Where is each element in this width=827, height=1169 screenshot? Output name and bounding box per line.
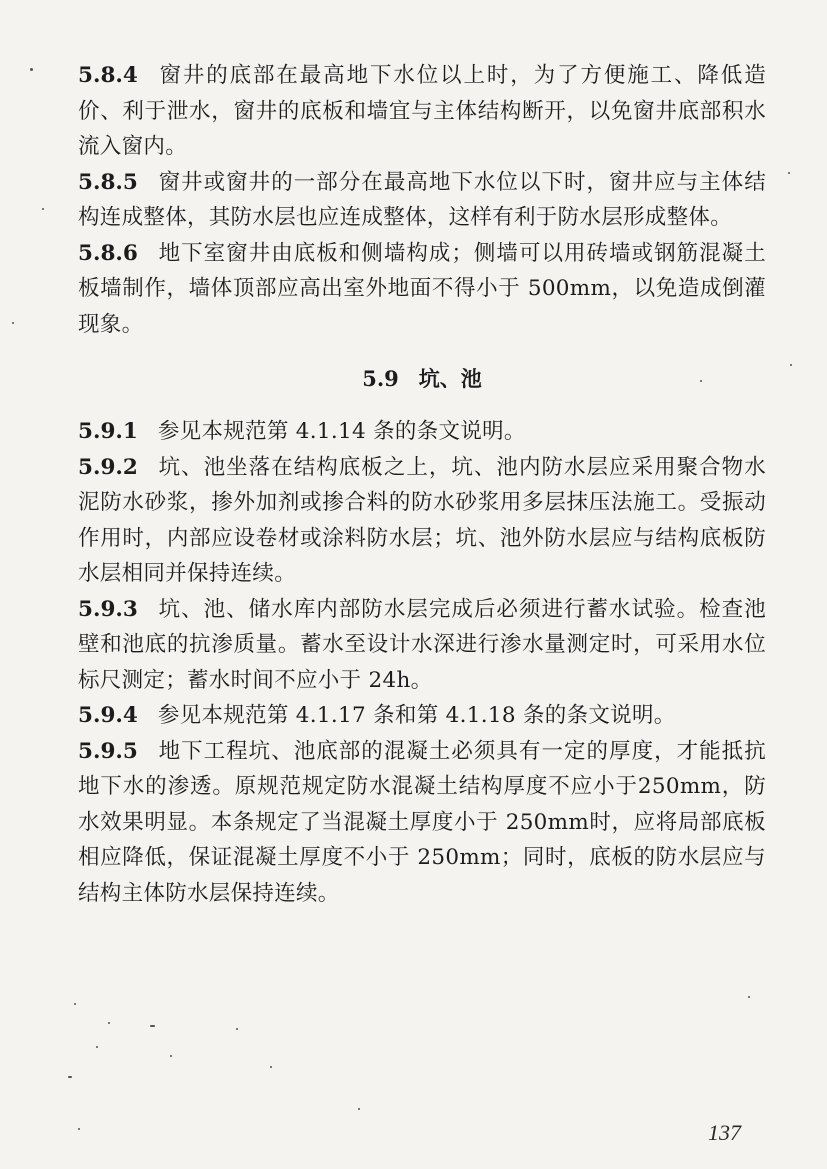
clause-paragraph <box>78 592 766 699</box>
clause-number: 5.9.5 <box>78 738 138 764</box>
scan-speck <box>30 68 33 71</box>
clause-paragraph <box>78 165 766 236</box>
page-content <box>78 58 766 911</box>
scan-speck <box>108 1022 110 1024</box>
clause-text: 窗井或窗井的一部分在最高地下水位以下时，窗井应与主体结构连成整体，其防水层也应连成整体，这样有利于防水层形成整体。 <box>78 169 766 230</box>
scan-speck <box>42 208 44 210</box>
clause-number: 5.9.4 <box>78 703 138 728</box>
section-title: 坑、池 <box>418 366 482 391</box>
scan-speck <box>788 172 790 174</box>
clause-text: 地下室窗井由底板和侧墙构成；侧墙可以用砖墙或钢筋混凝土板墙制作，墙体顶部应高出室外地面不得小于 500mm，以免造成倒灌现象。 <box>78 240 766 337</box>
scan-speck <box>74 1003 76 1005</box>
scan-speck <box>170 1055 172 1057</box>
clause-text: 坑、池、储水库内部防水层完成后必须进行蓄水试验。检查池壁和池底的抗渗质量。蓄水至设计水深进行渗水量测定时，可采用水位标尺测定；蓄水时间不应小于 24h。 <box>78 596 766 693</box>
clause-paragraph <box>78 734 766 912</box>
scan-speck <box>68 1076 72 1078</box>
clause-text: 坑、池坐落在结构底板之上，坑、池内防水层应采用聚合物水泥防水砂浆，掺外加剂或掺合料的防水砂浆用多层抹压法施工。受振动作用时，内部应设卷材或涂料防水层；坑、池外防水层应与结构底板防水层相同并保持连续。 <box>78 454 766 586</box>
clause-number: 5.8.4 <box>78 63 138 88</box>
scan-speck <box>96 1046 98 1048</box>
section-number: 5.9 <box>362 366 399 391</box>
scan-speck <box>12 322 14 324</box>
section-heading <box>78 361 766 397</box>
scan-speck <box>150 1025 155 1027</box>
clause-paragraph <box>78 58 766 165</box>
scan-speck <box>700 380 702 382</box>
clause-number: 5.8.6 <box>78 240 138 266</box>
scan-speck <box>236 1028 238 1030</box>
clause-paragraph <box>78 450 766 592</box>
scan-speck <box>78 1128 80 1130</box>
clause-number: 5.9.3 <box>78 596 138 622</box>
clause-paragraph <box>78 236 766 343</box>
clause-text: 窗井的底部在最高地下水位以上时，为了方便施工、降低造价、利于泄水，窗井的底板和墙宜与主体结构断开，以免窗井底部积水流入窗内。 <box>78 63 766 159</box>
clause-paragraph <box>78 414 766 450</box>
clause-text: 地下工程坑、池底部的混凝土必须具有一定的厚度，才能抵抗地下水的渗透。原规范规定防水混凝土结构厚度不应小于250mm，防水效果明显。本条规定了当混凝土厚度小于 250mm时，应将局部底板相应降低，保证混凝土厚度不小于 250mm；同时，底板的防水层应与结构主体防水层保持连续。 <box>78 738 766 906</box>
scan-speck <box>358 1108 360 1110</box>
clause-paragraph <box>78 698 766 734</box>
clause-number: 5.9.2 <box>78 454 138 480</box>
clause-text: 参见本规范第 4.1.14 条的条文说明。 <box>157 419 526 444</box>
clause-text: 参见本规范第 4.1.17 条和第 4.1.18 条的条文说明。 <box>157 703 676 728</box>
scan-speck <box>270 1066 272 1068</box>
clause-number: 5.9.1 <box>78 419 138 444</box>
page-number: 137 <box>708 1120 741 1145</box>
scan-speck <box>790 364 792 366</box>
scan-speck <box>748 996 750 998</box>
clause-number: 5.8.5 <box>78 169 138 195</box>
